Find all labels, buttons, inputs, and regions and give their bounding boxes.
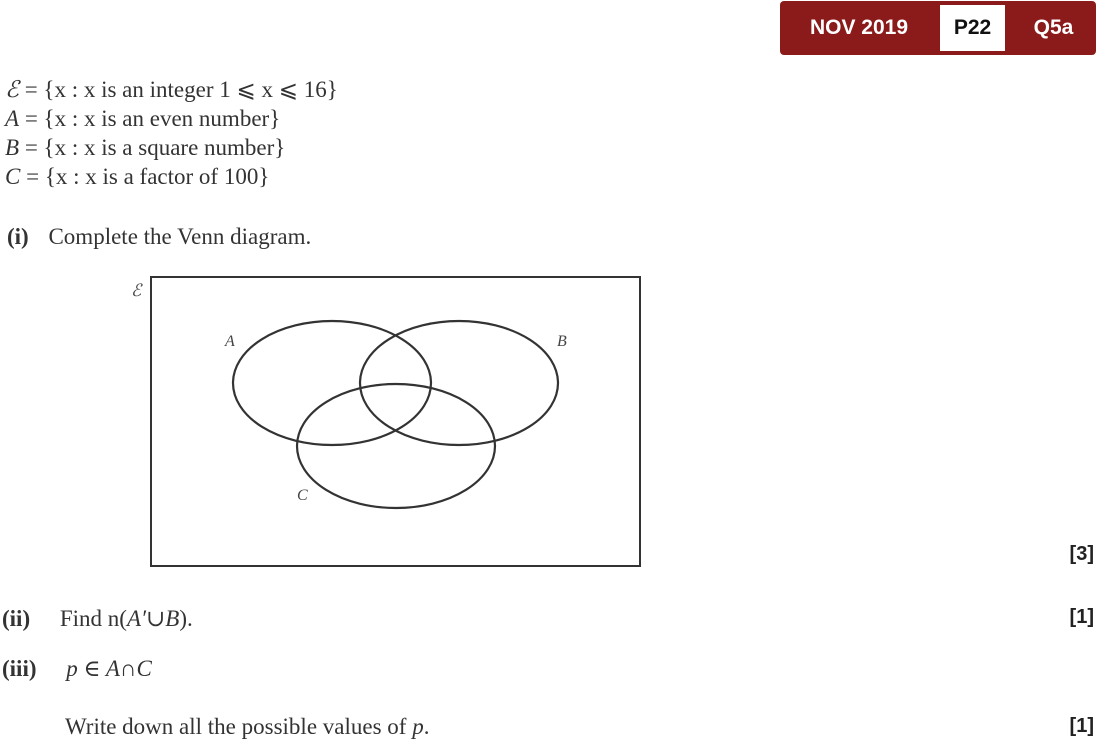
part-text-suffix: ). — [179, 606, 193, 631]
part-ii — [2, 605, 193, 633]
part-text: Complete the Venn diagram. — [48, 224, 312, 249]
instruction-prefix: Write down all the possible values of — [65, 714, 413, 739]
set-rule: = {x : x is an integer 1 ⩽ x ⩽ 16} — [18, 77, 338, 102]
set-rule: = {x : x is a factor of 100} — [20, 164, 270, 189]
universal-set-box — [151, 277, 640, 566]
set-symbol: A — [5, 106, 20, 131]
label-b: B — [557, 333, 567, 350]
circle-b — [360, 321, 558, 445]
label-c: C — [297, 487, 308, 504]
marks-part-iii: [1] — [1069, 715, 1094, 737]
set-symbol: ℰ — [5, 77, 19, 102]
paper-number: P22 — [940, 5, 1005, 51]
part-iii-instruction — [65, 713, 429, 741]
set-expression: p ∈ A∩C — [66, 656, 152, 681]
question-number: Q5a — [1033, 16, 1074, 39]
part-number: (ii) — [2, 606, 31, 631]
part-text-prefix: Find n( — [59, 606, 127, 631]
set-rule: = {x : x is an even number} — [19, 106, 281, 131]
marks-part-ii: [1] — [1069, 606, 1094, 628]
label-a: A — [225, 333, 235, 350]
instruction-suffix: . — [423, 714, 430, 739]
set-expression: A′∪B — [126, 606, 180, 631]
part-number: (i) — [7, 224, 29, 249]
universal-label: ℰ — [131, 281, 142, 300]
set-symbol: C — [5, 164, 21, 189]
instruction-variable: p — [412, 714, 424, 739]
set-rule: = {x : x is a square number} — [19, 135, 286, 160]
part-iii — [2, 655, 152, 683]
set-symbol: B — [5, 135, 20, 160]
exam-session: NOV 2019 — [809, 16, 909, 39]
part-number: (iii) — [2, 656, 37, 681]
marks-part-i: [3] — [1069, 543, 1094, 565]
